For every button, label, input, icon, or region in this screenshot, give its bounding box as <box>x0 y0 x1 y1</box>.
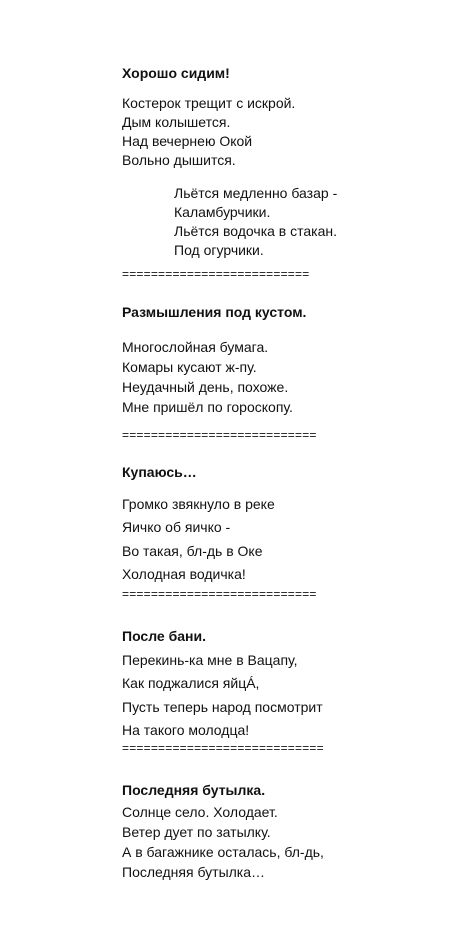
poem-line: Многослойная бумага. <box>122 339 269 355</box>
separator-line: ============================ <box>122 741 324 755</box>
poem-line: Во такая, бл-дь в Оке <box>122 542 263 559</box>
poem-stanza <box>122 337 293 417</box>
poem-line: Льётся водочка в стакан. <box>174 223 338 239</box>
poem-line: А в багажнике осталась, бл-дь, <box>122 844 324 860</box>
poem-title: Хорошо сидим! <box>122 65 230 81</box>
poem-title: Размышления под кустом. <box>122 304 307 320</box>
poem-stanza <box>122 94 295 170</box>
poem-title: Последняя бутылка. <box>122 782 266 798</box>
poem-line: На такого молодца! <box>122 721 250 738</box>
poem-line: Солнце село. Холодает. <box>122 804 278 820</box>
separator-line: ========================== <box>122 267 310 281</box>
poem-line: Дым колышется. <box>122 114 231 130</box>
poem-line: Костерок трещит с искрой. <box>122 95 296 111</box>
separator-line: =========================== <box>122 587 317 601</box>
poem-stanza-indented <box>174 184 337 260</box>
poem-line: Комары кусают ж-пу. <box>122 359 257 375</box>
poem-stanza <box>122 493 275 586</box>
poem-line: Каламбурчики. <box>174 204 271 220</box>
poem-stanza <box>122 802 324 882</box>
poem-line: Неудачный день, похоже. <box>122 379 289 395</box>
poem-line: Ветер дует по затылку. <box>122 824 271 840</box>
poem-line: Мне пришёл по гороскопу. <box>122 399 293 415</box>
poem-line: Как поджалися яйцÁ, <box>122 675 260 692</box>
poem-line: Холодная водичка! <box>122 565 246 582</box>
poem-line: Последняя бутылка… <box>122 864 266 880</box>
poem-line: Перекинь-ка мне в Вацапу, <box>122 652 298 668</box>
poem-line: Под огурчики. <box>174 242 264 258</box>
poem-line: Громко звякнуло в реке <box>122 496 275 512</box>
poem-line: Яичко об яичко - <box>122 519 231 536</box>
poem-line: Пусть теперь народ посмотрит <box>122 698 323 715</box>
poem-line: Вольно дышится. <box>122 152 236 168</box>
separator-line: =========================== <box>122 428 317 442</box>
poem-stanza <box>122 649 323 742</box>
poem-line: Льётся медленно базар - <box>174 185 338 201</box>
poem-title: После бани. <box>122 628 206 644</box>
poem-line: Над вечернею Окой <box>122 133 253 149</box>
poem-title: Купаюсь… <box>122 464 197 480</box>
